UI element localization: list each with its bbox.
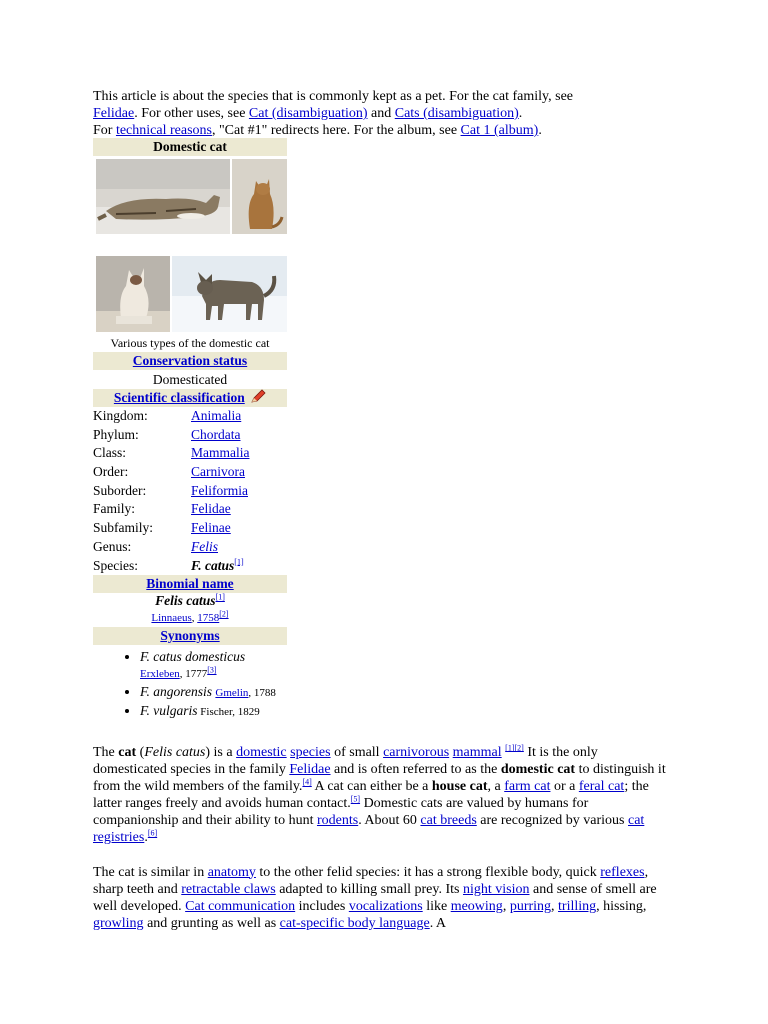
photo-lying-cat[interactable] [96, 159, 230, 234]
row-value [191, 557, 244, 576]
row-value-link[interactable]: Felidae [191, 501, 231, 517]
synonym-name: F. angorensis [140, 684, 213, 700]
paragraph-anatomy: The cat is similar in anatomy to the other felid species: it has a strong flexible body, quick reflexes, sharp teeth and retractable claws adapted to killing small prey. Its night vision and sense of smell are well developed. Cat communication includes vocalizations like meowing, purring, trilling, hissing, growling and grunting as well as cat-specific body language. A [93, 864, 657, 931]
synonym-year: , 1788 [248, 687, 276, 700]
row-label: Genus: [93, 538, 132, 554]
synonym-name: F. catus domesticus [140, 649, 246, 665]
link-binomial-name[interactable]: Binomial name [146, 576, 234, 592]
link-gmelin[interactable]: Gmelin [215, 687, 249, 700]
binomial-name [93, 593, 287, 609]
hatnote [93, 88, 653, 139]
link-farm-cat[interactable]: farm cat [504, 779, 551, 795]
synonym-name: F. vulgaris [140, 703, 198, 719]
classification-row [93, 519, 287, 538]
link-trilling[interactable]: trilling [558, 898, 597, 914]
ref-link[interactable]: [2] [219, 609, 229, 619]
classification-row [93, 482, 287, 501]
row-label: Subfamily: [93, 520, 153, 536]
row-label: Kingdom: [93, 408, 148, 423]
conservation-status-header [93, 352, 287, 370]
link-rodents[interactable]: rodents [316, 813, 359, 829]
link-cat-communication[interactable]: Cat communication [185, 898, 296, 914]
row-value-link[interactable]: Felis [191, 538, 218, 554]
classification-row-species [93, 557, 287, 576]
edit-pencil-icon[interactable] [250, 389, 266, 408]
link-erxleben[interactable]: Erxleben [140, 668, 180, 681]
link-feral-cat[interactable]: feral cat [578, 779, 625, 795]
link-cat-breeds[interactable]: cat breeds [420, 813, 477, 829]
ref-link[interactable]: [4] [302, 777, 312, 787]
hatnote-text: For [93, 123, 116, 138]
link-cat-registries[interactable]: cat registries [93, 813, 645, 846]
classification-header [93, 389, 287, 407]
row-label: Suborder: [93, 482, 147, 498]
conservation-status-value: Domesticated [152, 372, 228, 387]
hatnote-text: and [367, 106, 395, 121]
link-felidae-body[interactable]: Felidae [289, 762, 331, 778]
ref-link[interactable]: [1] [234, 557, 244, 566]
ref-link[interactable]: [1] [215, 592, 225, 602]
link-cat-1-album[interactable]: Cat 1 (album) [460, 123, 539, 138]
link-scientific-classification[interactable]: Scientific classification [113, 390, 245, 405]
ref-link[interactable]: [5] [350, 794, 361, 804]
binomial-name-header [93, 575, 287, 593]
link-cat-body-language[interactable]: cat-specific body language [279, 915, 430, 931]
classification-row [93, 538, 287, 557]
paragraph-intro: The cat (Felis catus) is a domestic species of small carnivorous mammal [1][2] It is the only domesticated species in the family Felidae and is often referred to as the domestic cat to distinguish it from the wild members of the family.[4] A cat can either be a house cat, a farm cat or a feral cat; the latter ranges freely and avoids human contact.[5] Domestic cats are valued by humans for companionship and their ability to hunt rodents. About 60 cat breeds are recognized by various cat registries.[6] [93, 743, 666, 846]
classification-row [93, 407, 287, 426]
row-label: Phylum: [93, 426, 139, 442]
species-name: F. catus [191, 557, 235, 573]
row-value-link[interactable]: Feliformia [191, 482, 248, 498]
binomial-authority: Linnaeus, 1758[2] [151, 609, 229, 625]
synonyms-list [93, 645, 287, 720]
hatnote-text: . [538, 123, 542, 138]
link-linnaeus[interactable]: Linnaeus [151, 612, 192, 625]
ref-link[interactable]: [3] [207, 665, 217, 675]
hatnote-text: . For other uses, see [134, 106, 249, 121]
photo-sitting-cat[interactable] [232, 159, 287, 234]
classification-row [93, 426, 287, 445]
infobox-image-gallery [93, 156, 287, 334]
link-growling[interactable]: growling [93, 915, 144, 931]
link-purring[interactable]: purring [509, 898, 552, 914]
row-value-link[interactable]: Animalia [191, 408, 242, 423]
link-felidae[interactable]: Felidae [93, 106, 135, 121]
link-species[interactable]: species [290, 745, 331, 760]
synonym-year: , 1777 [179, 668, 208, 681]
link-domestic[interactable]: domestic [236, 745, 287, 760]
row-label: Class: [93, 445, 127, 461]
link-cats-disambiguation[interactable]: Cats (disambiguation) [394, 106, 519, 121]
list-item [140, 703, 287, 720]
infobox [93, 138, 287, 722]
link-vocalizations[interactable]: vocalizations [348, 898, 423, 914]
list-item [140, 649, 287, 682]
link-mammal[interactable]: mammal [452, 745, 502, 760]
classification-row [93, 500, 287, 519]
synonyms-header [93, 627, 287, 645]
link-carnivorous[interactable]: carnivorous [383, 745, 450, 760]
link-meowing[interactable]: meowing [450, 898, 503, 914]
infobox-caption: Various types of the domestic cat [110, 336, 270, 350]
link-retractable-claws[interactable]: retractable claws [181, 881, 276, 897]
link-conservation-status[interactable]: Conservation status [132, 353, 248, 368]
link-technical-reasons[interactable]: technical reasons [115, 123, 212, 138]
link-night-vision[interactable]: night vision [462, 881, 530, 897]
ref-link[interactable]: [1][2] [505, 743, 524, 753]
link-synonyms[interactable]: Synonyms [160, 628, 220, 644]
classification-row [93, 463, 287, 482]
hatnote-text: . [518, 106, 523, 121]
binomial-name-text: Felis catus [155, 593, 216, 609]
link-cat-disambiguation[interactable]: Cat (disambiguation) [248, 106, 368, 121]
row-value-link[interactable]: Carnivora [191, 464, 245, 480]
classification-row [93, 444, 287, 463]
hatnote-text: , "Cat #1" redirects here. For the album, see [211, 123, 461, 138]
hatnote-text: This article is about the species that is commonly kept as a pet. For the cat family, see [93, 89, 574, 104]
ref-link[interactable]: [6] [147, 828, 158, 838]
row-label: Species: [93, 557, 138, 573]
photo-tabby-cat[interactable] [172, 256, 287, 332]
row-label: Order: [93, 464, 129, 480]
row-label: Family: [93, 501, 136, 517]
article-body [93, 744, 673, 949]
row-value-link[interactable]: Felinae [191, 520, 231, 536]
link-reflexes[interactable]: reflexes [600, 864, 645, 880]
synonym-author: Fischer, 1829 [197, 706, 260, 719]
infobox-title: Domestic cat [93, 138, 287, 156]
classification-rows [93, 407, 287, 557]
row-value-link[interactable]: Mammalia [191, 445, 250, 461]
photo-siamese-cat[interactable] [96, 256, 170, 332]
link-1758[interactable]: 1758 [197, 612, 220, 625]
list-item [140, 684, 287, 701]
link-anatomy[interactable]: anatomy [207, 864, 256, 880]
row-value-link[interactable]: Chordata [191, 426, 241, 442]
